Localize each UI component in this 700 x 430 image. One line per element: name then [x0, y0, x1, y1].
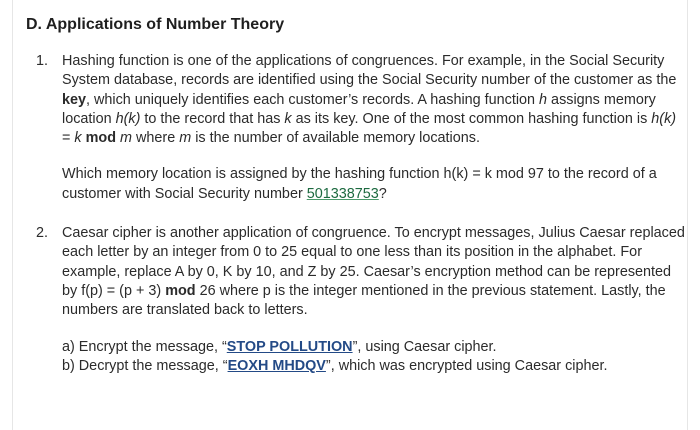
question-1-hashing-paragraph: Hashing function is one of the applications of congruences. For example, in the Social Security System database, records are identified using the Social Security number of the customer as the key, which uniquely identifies each customer’s records. A hashing function h assigns memory location h(k) to the record that has k as its key. One of the most common hashing function is h(k) = k mod m where m is the number of available memory locations.	[62, 53, 677, 147]
ssn-link[interactable]: 501338753	[306, 185, 379, 202]
question-2-number: 2.	[36, 225, 49, 242]
key-term: key	[62, 91, 87, 108]
question-1	[36, 52, 686, 204]
section-heading: D. Applications of Number Theory	[26, 16, 285, 33]
question-2-tasks	[62, 338, 686, 377]
task-a: a) Encrypt the message, “STOP POLLUTION”, using Caesar cipher.	[62, 338, 497, 355]
question-2	[36, 224, 686, 376]
question-list	[36, 52, 686, 376]
message-stop-pollution: STOP POLLUTION	[226, 338, 353, 355]
message-eoxh-mhdqv: EOXH MHDQV	[227, 357, 326, 374]
task-b: b) Decrypt the message, “EOXH MHDQV”, which was encrypted using Caesar cipher.	[62, 357, 608, 374]
question-1-number: 1.	[36, 53, 49, 69]
question-2-caesar-paragraph: Caesar cipher is another application of congruence. To encrypt messages, Julius Caesar replaced each letter by an integer from 0 to 25 equal to one less than its position in the alphabet. For example, replace A by 0, K by 10, and Z by 25. Caesar’s encryption method can be represented by f(p) = (p + 3) mod 26 where p is the integer mentioned in the previous statement. Lastly, the numbers are translated back to letters.	[62, 225, 685, 319]
question-1-prompt: Which memory location is assigned by the hashing function h(k) = k mod 97 to the record of a customer with Social Security number 501338753?	[62, 166, 657, 202]
